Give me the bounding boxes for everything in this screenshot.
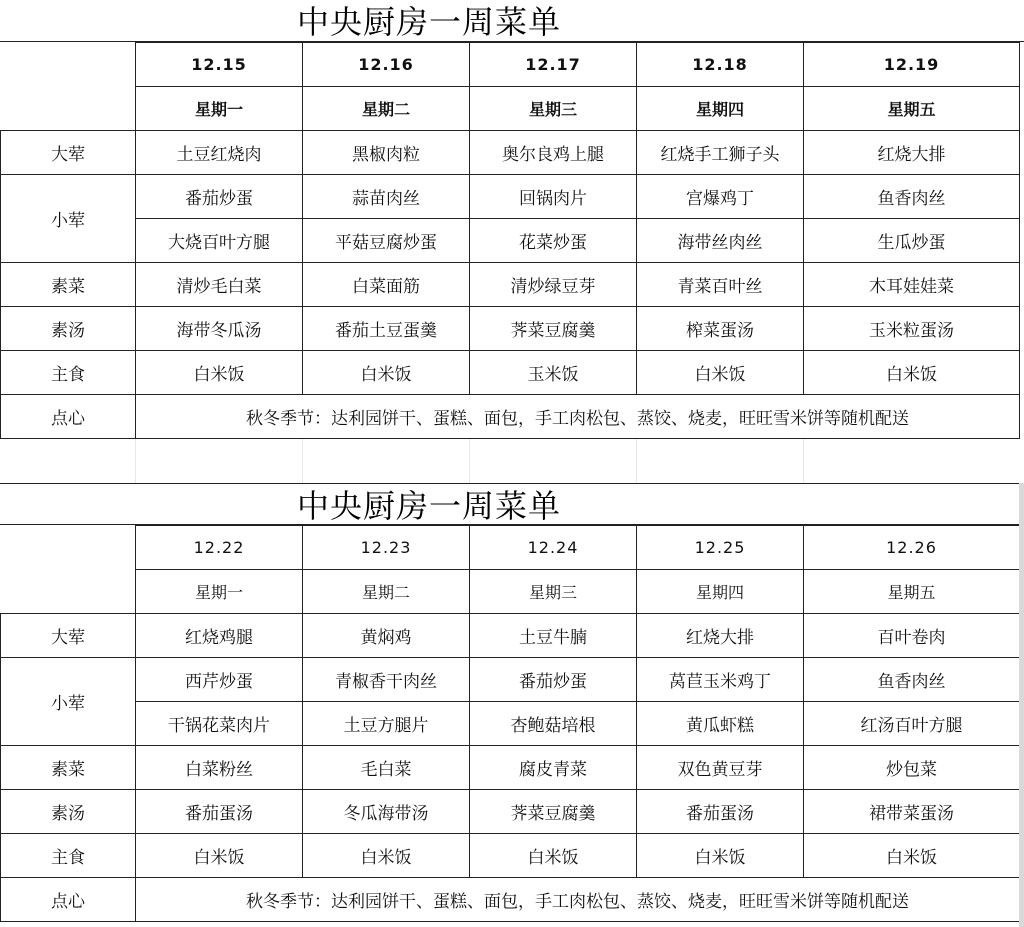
dish-cell: 土豆牛腩: [470, 614, 637, 658]
dish-cell: 青椒香干肉丝: [303, 658, 470, 702]
dish-cell: 黑椒肉粒: [303, 131, 470, 175]
dish-cell: 平菇豆腐炒蛋: [303, 219, 470, 263]
dish-cell: 白菜粉丝: [136, 746, 303, 790]
category-label: 素汤: [1, 790, 136, 834]
menu-table: [0, 42, 1020, 439]
row-dahun: [1, 131, 1020, 175]
dish-cell: 番茄土豆蛋羹: [303, 307, 470, 351]
row-dahun: [1, 614, 1020, 658]
dish-cell: 白米饭: [804, 351, 1020, 395]
dish-cell: 番茄蛋汤: [136, 790, 303, 834]
weekday-cell: 星期三: [470, 570, 637, 614]
dish-cell: 番茄蛋汤: [637, 790, 804, 834]
dish-cell: 杏鲍菇培根: [470, 702, 637, 746]
dish-cell: 白米饭: [303, 351, 470, 395]
weekday-cell: 星期二: [303, 87, 470, 131]
dish-cell: 榨菜蛋汤: [637, 307, 804, 351]
dish-cell: 奥尔良鸡上腿: [470, 131, 637, 175]
row-sucai: [1, 263, 1020, 307]
dish-cell: 海带冬瓜汤: [136, 307, 303, 351]
sheet-title: 中央厨房一周菜单: [0, 0, 1024, 42]
row-sutang: [1, 307, 1020, 351]
dish-cell: 玉米饭: [470, 351, 637, 395]
category-label: 大荤: [1, 614, 136, 658]
menu-sheet-week-2: [0, 483, 1024, 922]
dish-cell: 蒜苗肉丝: [303, 175, 470, 219]
weekday-cell: 星期二: [303, 570, 470, 614]
dish-cell: 红烧大排: [637, 614, 804, 658]
menu-sheet-week-1: [0, 0, 1024, 439]
row-dianxin: [1, 878, 1020, 922]
dish-cell: 鱼香肉丝: [804, 658, 1020, 702]
dish-cell: 百叶卷肉: [804, 614, 1020, 658]
scroll-edge: [1019, 483, 1024, 927]
dish-cell: 海带丝肉丝: [637, 219, 804, 263]
row-sucai: [1, 746, 1020, 790]
dish-cell: 红烧大排: [804, 131, 1020, 175]
dish-cell: 回锅肉片: [470, 175, 637, 219]
dish-cell: 白菜面筋: [303, 263, 470, 307]
category-label: 素菜: [1, 746, 136, 790]
dish-cell: 西芹炒蛋: [136, 658, 303, 702]
date-cell: 12.23: [303, 526, 470, 570]
weekday-cell: 星期一: [136, 87, 303, 131]
date-row: [1, 43, 1020, 87]
category-label: 小荤: [1, 658, 136, 746]
weekday-row: [1, 87, 1020, 131]
dish-cell: 玉米粒蛋汤: [804, 307, 1020, 351]
dish-cell: 荠菜豆腐羹: [470, 307, 637, 351]
row-zhushi: [1, 834, 1020, 878]
date-cell: 12.18: [637, 43, 804, 87]
dish-cell: 毛白菜: [303, 746, 470, 790]
dish-cell: 宫爆鸡丁: [637, 175, 804, 219]
category-label: 素汤: [1, 307, 136, 351]
date-cell: 12.25: [637, 526, 804, 570]
sheet-title: 中央厨房一周菜单: [0, 483, 1024, 525]
dish-cell: 红汤百叶方腿: [804, 702, 1020, 746]
date-cell: 12.19: [804, 43, 1020, 87]
dish-cell: 清炒毛白菜: [136, 263, 303, 307]
date-cell: 12.16: [303, 43, 470, 87]
weekday-cell: 星期四: [637, 87, 804, 131]
dish-cell: 红烧手工狮子头: [637, 131, 804, 175]
dish-cell: 生瓜炒蛋: [804, 219, 1020, 263]
dish-cell: 裙带菜蛋汤: [804, 790, 1020, 834]
weekday-cell: 星期五: [804, 570, 1020, 614]
sheet-gap: [0, 439, 1024, 483]
weekday-cell: 星期三: [470, 87, 637, 131]
category-label: 点心: [1, 878, 136, 922]
snack-note: 秋冬季节：达利园饼干、蛋糕、面包，手工肉松包、蒸饺、烧麦，旺旺雪米饼等随机配送: [136, 878, 1020, 922]
corner-cell: [1, 43, 136, 131]
dish-cell: 莴苣玉米鸡丁: [637, 658, 804, 702]
dish-cell: 白米饭: [136, 834, 303, 878]
row-zhushi: [1, 351, 1020, 395]
category-label: 主食: [1, 834, 136, 878]
dish-cell: 土豆方腿片: [303, 702, 470, 746]
dish-cell: 白米饭: [804, 834, 1020, 878]
row-xiaohun-b: [1, 702, 1020, 746]
category-label: 主食: [1, 351, 136, 395]
dish-cell: 冬瓜海带汤: [303, 790, 470, 834]
date-cell: 12.15: [136, 43, 303, 87]
row-sutang: [1, 790, 1020, 834]
row-xiaohun-a: [1, 175, 1020, 219]
corner-cell: [1, 526, 136, 614]
dish-cell: 白米饭: [637, 351, 804, 395]
dish-cell: 干锅花菜肉片: [136, 702, 303, 746]
category-label: 点心: [1, 395, 136, 439]
category-label: 小荤: [1, 175, 136, 263]
dish-cell: 荠菜豆腐羹: [470, 790, 637, 834]
dish-cell: 白米饭: [637, 834, 804, 878]
dish-cell: 番茄炒蛋: [470, 658, 637, 702]
weekday-row: [1, 570, 1020, 614]
dish-cell: 白米饭: [303, 834, 470, 878]
date-cell: 12.26: [804, 526, 1020, 570]
dish-cell: 番茄炒蛋: [136, 175, 303, 219]
dish-cell: 红烧鸡腿: [136, 614, 303, 658]
dish-cell: 炒包菜: [804, 746, 1020, 790]
dish-cell: 清炒绿豆芽: [470, 263, 637, 307]
dish-cell: 青菜百叶丝: [637, 263, 804, 307]
weekday-cell: 星期一: [136, 570, 303, 614]
category-label: 大荤: [1, 131, 136, 175]
weekday-cell: 星期五: [804, 87, 1020, 131]
snack-note: 秋冬季节：达利园饼干、蛋糕、面包，手工肉松包、蒸饺、烧麦，旺旺雪米饼等随机配送: [136, 395, 1020, 439]
date-row: [1, 526, 1020, 570]
category-label: 素菜: [1, 263, 136, 307]
row-xiaohun-b: [1, 219, 1020, 263]
row-dianxin: [1, 395, 1020, 439]
dish-cell: 大烧百叶方腿: [136, 219, 303, 263]
dish-cell: 白米饭: [470, 834, 637, 878]
date-cell: 12.24: [470, 526, 637, 570]
dish-cell: 双色黄豆芽: [637, 746, 804, 790]
dish-cell: 花菜炒蛋: [470, 219, 637, 263]
dish-cell: 腐皮青菜: [470, 746, 637, 790]
dish-cell: 木耳娃娃菜: [804, 263, 1020, 307]
row-xiaohun-a: [1, 658, 1020, 702]
weekday-cell: 星期四: [637, 570, 804, 614]
dish-cell: 鱼香肉丝: [804, 175, 1020, 219]
dish-cell: 白米饭: [136, 351, 303, 395]
dish-cell: 土豆红烧肉: [136, 131, 303, 175]
date-cell: 12.22: [136, 526, 303, 570]
menu-table: [0, 525, 1020, 922]
date-cell: 12.17: [470, 43, 637, 87]
dish-cell: 黄焖鸡: [303, 614, 470, 658]
dish-cell: 黄瓜虾糕: [637, 702, 804, 746]
